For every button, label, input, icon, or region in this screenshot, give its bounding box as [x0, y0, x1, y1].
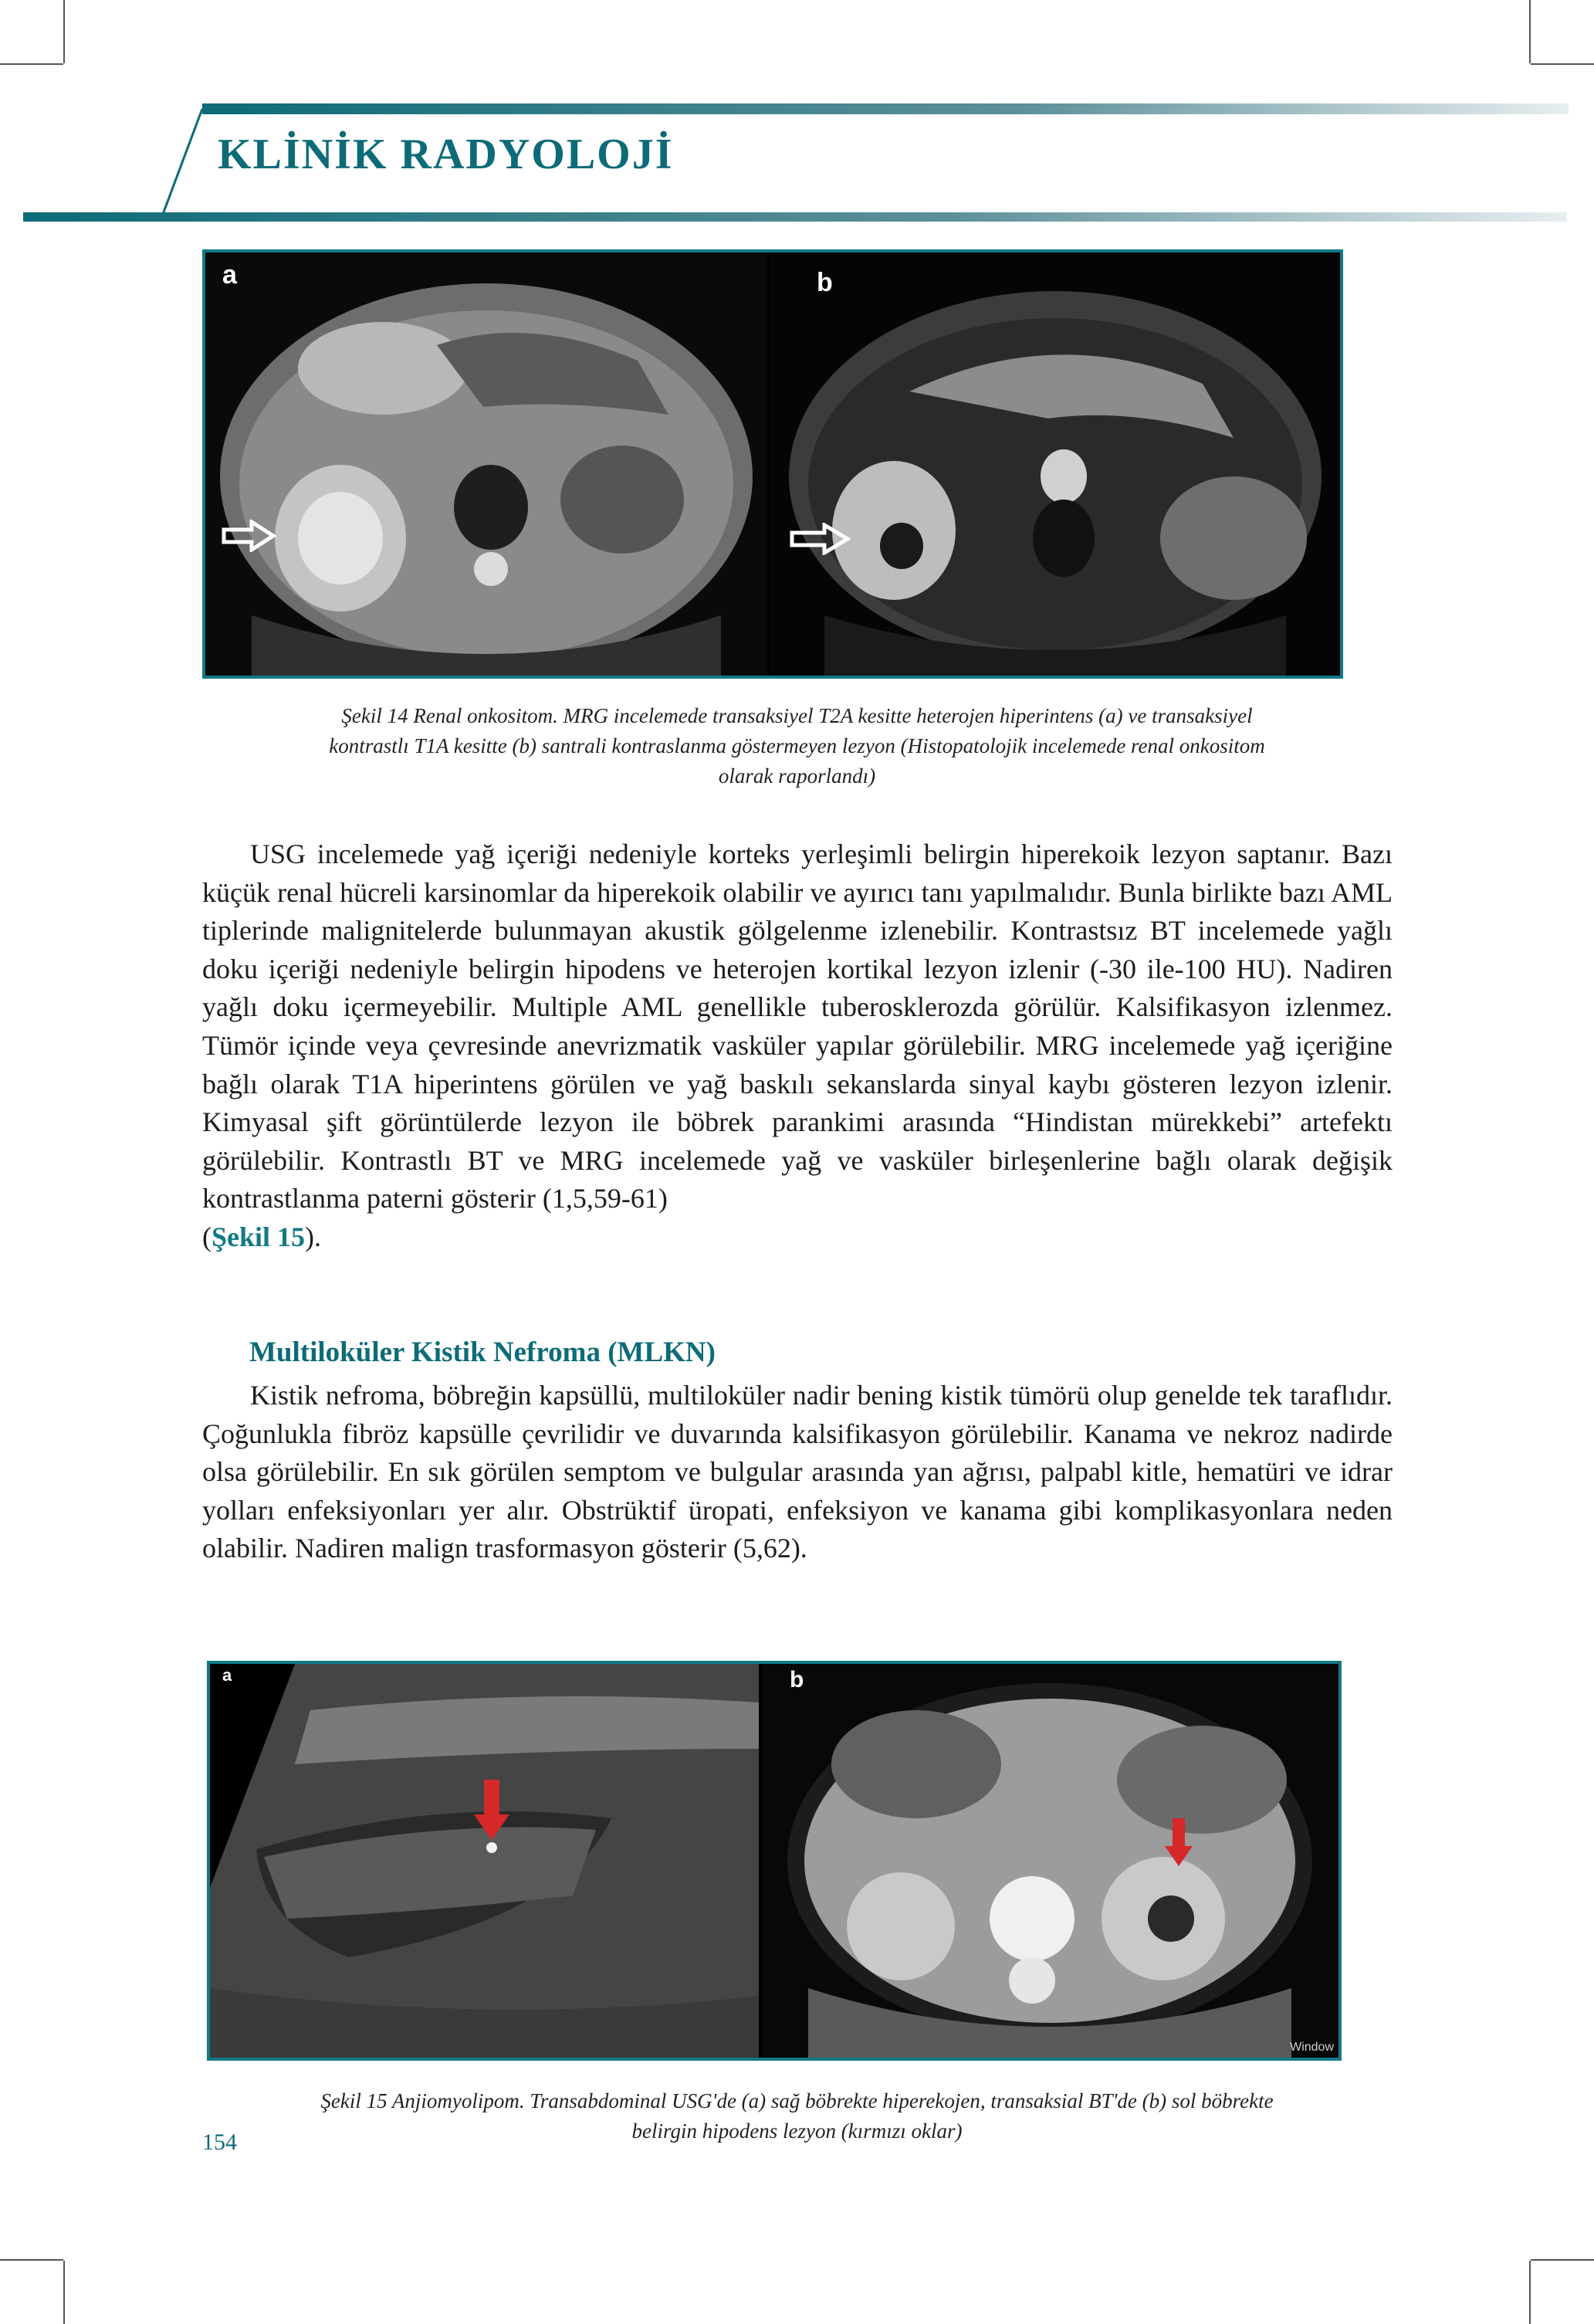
crop-mark — [0, 63, 63, 65]
figure-ref-close: ). — [305, 1221, 322, 1252]
red-arrow-icon — [1163, 1818, 1194, 1868]
body-paragraph-2 — [202, 1377, 1393, 1568]
crop-mark — [1529, 2261, 1531, 2324]
crop-mark — [1531, 2259, 1594, 2261]
figure-ref-open: ( — [202, 1221, 212, 1252]
caption-line: Şekil 15 Anjiomyolipom. Transabdominal USG'de (a) sağ böbrekte hiperekojen, transaksial BT'de (b) sol böbrekte — [320, 2089, 1274, 2112]
figure-15-caption — [193, 2086, 1401, 2146]
red-arrow-icon — [472, 1780, 511, 1841]
crop-mark — [63, 2261, 65, 2324]
paragraph-text: Kistik nefroma, böbreğin kapsüllü, multiloküler nadir bening kistik tümörü olup genelde tek taraflıdır. Çoğunlukla fibröz kapsülle çevrilidir ve duvarında kalsifikasyon görülebilir. Kanama ve nekroz nadirde olsa görülebilir. En sık görülen semptom ve bulgular arasında yan ağrısı, palpabl kitle, hematüri ve idrar yolları enfeksiyonları yer alır. Obstrüktif üropati, enfeksiyon ve kanama gibi komplikasyonlara neden olabilir. Nadiren malign trasformasyon gösterir (5,62). — [202, 1380, 1393, 1564]
crop-mark — [63, 0, 65, 63]
caption-line: belirgin hipodens lezyon (kırmızı oklar) — [631, 2119, 963, 2143]
page-number: 154 — [202, 2129, 237, 2155]
figure-15-reference-link[interactable]: Şekil 15 — [212, 1221, 306, 1252]
figure-14-panel-a — [205, 252, 767, 676]
figure-14-panel-a-label: a — [222, 260, 237, 290]
figure-15-panel-b — [762, 1664, 1338, 2058]
figure-14-caption — [193, 701, 1401, 791]
caption-line: kontrastlı T1A kesitte (b) santrali kontraslanma göstermeyen lezyon (Histopatolojik incelemede renal onkositom — [329, 734, 1265, 757]
figure-15-panel-a-label: a — [222, 1665, 232, 1685]
figure-14-panel-b-label: b — [817, 268, 833, 297]
crop-mark — [0, 2259, 63, 2261]
running-header-title: KLİNİK RADYOLOJİ — [218, 130, 674, 178]
figure-15-panel-a — [210, 1664, 759, 2058]
figure-14 — [202, 249, 1343, 679]
figure-15-panel-b-label: b — [790, 1667, 804, 1692]
paragraph-text: USG incelemede yağ içeriği nedeniyle korteks yerleşimli belirgin hiperekoik lezyon saptanır. Bazı küçük renal hücreli karsinomlar da hiperekoik olabilir ve ayırıcı tanı yapılmalıdır. Bunla birlikte bazı AML tiplerinde malignitelerde bulunmayan akustik gölgelenme izlenebilir. Kontrastsız BT incelemede yağlı doku içeriği nedeniyle belirgin hipodens ve heterojen kortikal lezyon izlenir (-30 ile-100 HU). Nadiren yağlı doku içermeyebilir. Multiple AML genellikle tuberosklerozda görülür. Kalsifikasyon izlenmez. Tümör içinde veya çevresinde anevrizmatik vasküler yapılar görülebilir. MRG incelemede yağ içeriğine bağlı olarak T1A hiperintens görülen ve yağ baskılı sekanslarda sinyal kaybı gösteren lezyon izlenir. Kimyasal şift görüntülerde lezyon ile böbrek parankimi arasında “Hindistan mürekkebi” artefektı görülebilir. Kontrastlı BT ve MRG incelemede yağ ve vasküler birleşenlerine bağlı olarak değişik kontrastlanma paterni gösterir (1,5,59-61) — [202, 838, 1393, 1215]
body-paragraph-1 — [202, 835, 1393, 1257]
figure-14-panel-b — [770, 252, 1340, 676]
figure-watermark: Window — [1290, 2041, 1334, 2054]
caption-line: olarak raporlandı) — [718, 764, 876, 788]
crop-mark — [1531, 63, 1594, 65]
section-heading: Multiloküler Kistik Nefroma (MLKN) — [249, 1336, 716, 1368]
crop-mark — [1529, 0, 1531, 63]
white-arrow-icon — [221, 520, 276, 552]
figure-15 — [207, 1661, 1342, 2061]
caption-line: Şekil 14 Renal onkositom. MRG incelemede transaksiyel T2A kesitte heterojen hiperintens (a) ve transaksiyel — [341, 704, 1253, 727]
white-arrow-icon — [789, 523, 851, 555]
